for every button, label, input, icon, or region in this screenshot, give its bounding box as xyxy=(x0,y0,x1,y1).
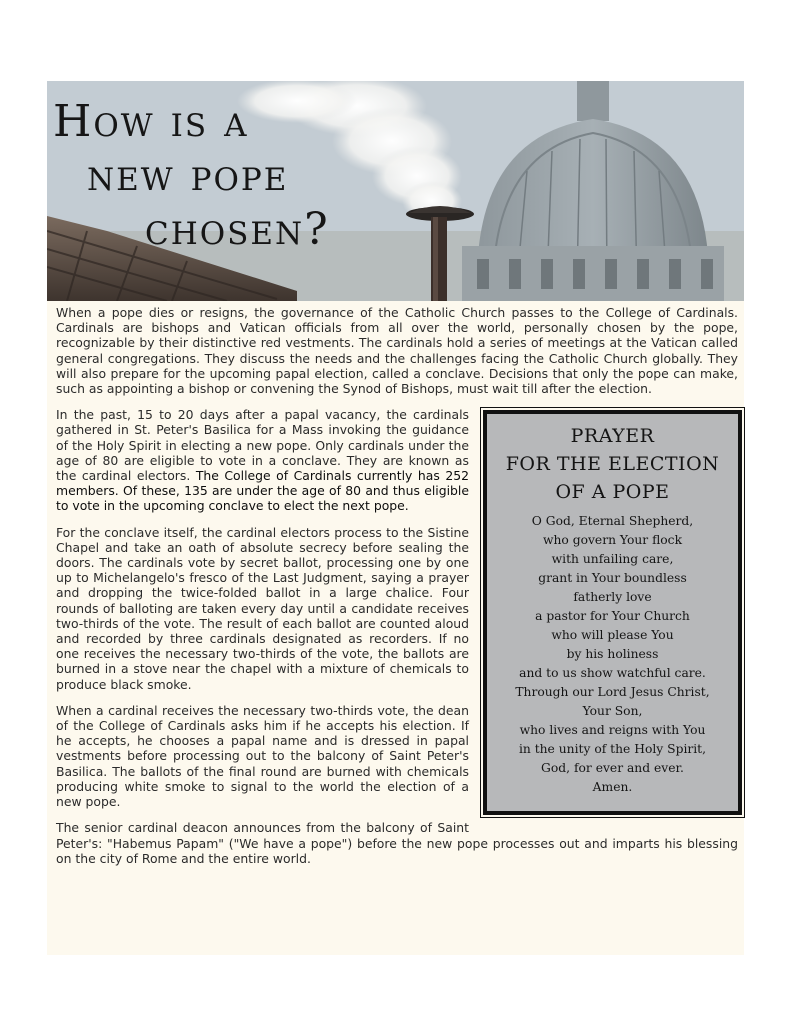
prayer-line: and to us show watchful care. xyxy=(519,666,706,681)
prayer-line: by his holiness xyxy=(566,647,659,662)
page-title xyxy=(53,95,330,257)
prayer-line: a pastor for Your Church xyxy=(535,609,690,624)
prayer-line: Your Son, xyxy=(582,704,643,719)
prayer-title-line-3: OF A POPE xyxy=(555,481,670,504)
prayer-line: who will please You xyxy=(551,628,674,643)
prayer-title-line-2: FOR THE ELECTION xyxy=(505,453,720,476)
title-line-3: chosen? xyxy=(145,204,330,255)
paragraph-2-part-2: The College of Cardinals currently has 252 members. Of these, 135 are under the age of 80 and thus eligible to vote in the upcoming conclave to elect the next pope. xyxy=(56,468,469,514)
prayer-line: who govern Your flock xyxy=(542,533,683,548)
prayer-title xyxy=(487,422,738,506)
prayer-line: God, for ever and ever. xyxy=(541,761,684,776)
paragraph-3: For the conclave itself, the cardinal electors process to the Sistine Chapel and take an oath of absolute secrecy before sealing the doors. The cardinals vote by secret ballot, processing one by one up to Michelangelo's fresco of the Last Judgment, saying a prayer and dropping the twice-folded ballot in a large chalice. Four rounds of balloting are taken every day until a candidate receives two-thirds of the vote. The result of each ballot are counted aloud and recorded by three cardinals designated as recorders. If no one receives the necessary two-thirds of the vote, the ballots are burned in a stove near the chapel with a mixture of chemicals to produce black smoke. xyxy=(56,524,469,692)
prayer-line: fatherly love xyxy=(573,590,652,605)
article-body xyxy=(56,305,738,877)
prayer-title-line-1: PRAYER xyxy=(570,425,655,448)
prayer-line: in the unity of the Holy Spirit, xyxy=(518,742,707,757)
prayer-line: who lives and reigns with You xyxy=(519,723,706,738)
prayer-line: Through our Lord Jesus Christ, xyxy=(515,685,710,700)
header-photo xyxy=(47,81,744,301)
prayer-line: with unfailing care, xyxy=(551,552,674,567)
prayer-line: O God, Eternal Shepherd, xyxy=(531,514,694,529)
title-line-2: new pope xyxy=(87,150,289,201)
prayer-line: Amen. xyxy=(592,780,633,795)
prayer-box xyxy=(483,410,742,815)
title-line-1: How is a xyxy=(53,96,249,147)
paragraph-5: The senior cardinal deacon announces from the balcony of Saint Peter's: "Habemus Papam" ("We have a pope") before the new pope processes out and imparts his blessing on the city of Rome and the entire world. xyxy=(56,820,738,866)
paragraph-4: When a cardinal receives the necessary two-thirds vote, the dean of the College of Cardinals asks him if he accepts his election. If he accepts, he chooses a papal name and is dressed in papal vestments before processing out to the balcony of Saint Peter's Basilica. The ballots of the final round are burned with chemicals producing white smoke to signal to the world the election of a new pope. xyxy=(56,702,469,810)
prayer-line: grant in Your boundless xyxy=(538,571,687,586)
paragraph-1: When a pope dies or resigns, the governance of the Catholic Church passes to the College of Cardinals. Cardinals are bishops and Vatican officials from all over the world, personally chosen by the pope, recognizable by their distinctive red vestments. The cardinals hold a series of meetings at the Vatican called general congregations. They discuss the needs and the challenges facing the Catholic Church globally. They will also prepare for the upcoming papal election, called a conclave. Decisions that only the pope can make, such as appointing a bishop or convening the Synod of Bishops, must wait till after the election. xyxy=(56,305,738,397)
paragraph-2-part-1: In the past, 15 to 20 days after a papal vacancy, the cardinals gathered in St. Peter's Basilica for a Mass invoking the guidance of the Holy Spirit in electing a new pope. Only cardinals under the age of 80 are eligible to vote in a conclave. They are known as the cardinal electors. xyxy=(56,407,469,484)
